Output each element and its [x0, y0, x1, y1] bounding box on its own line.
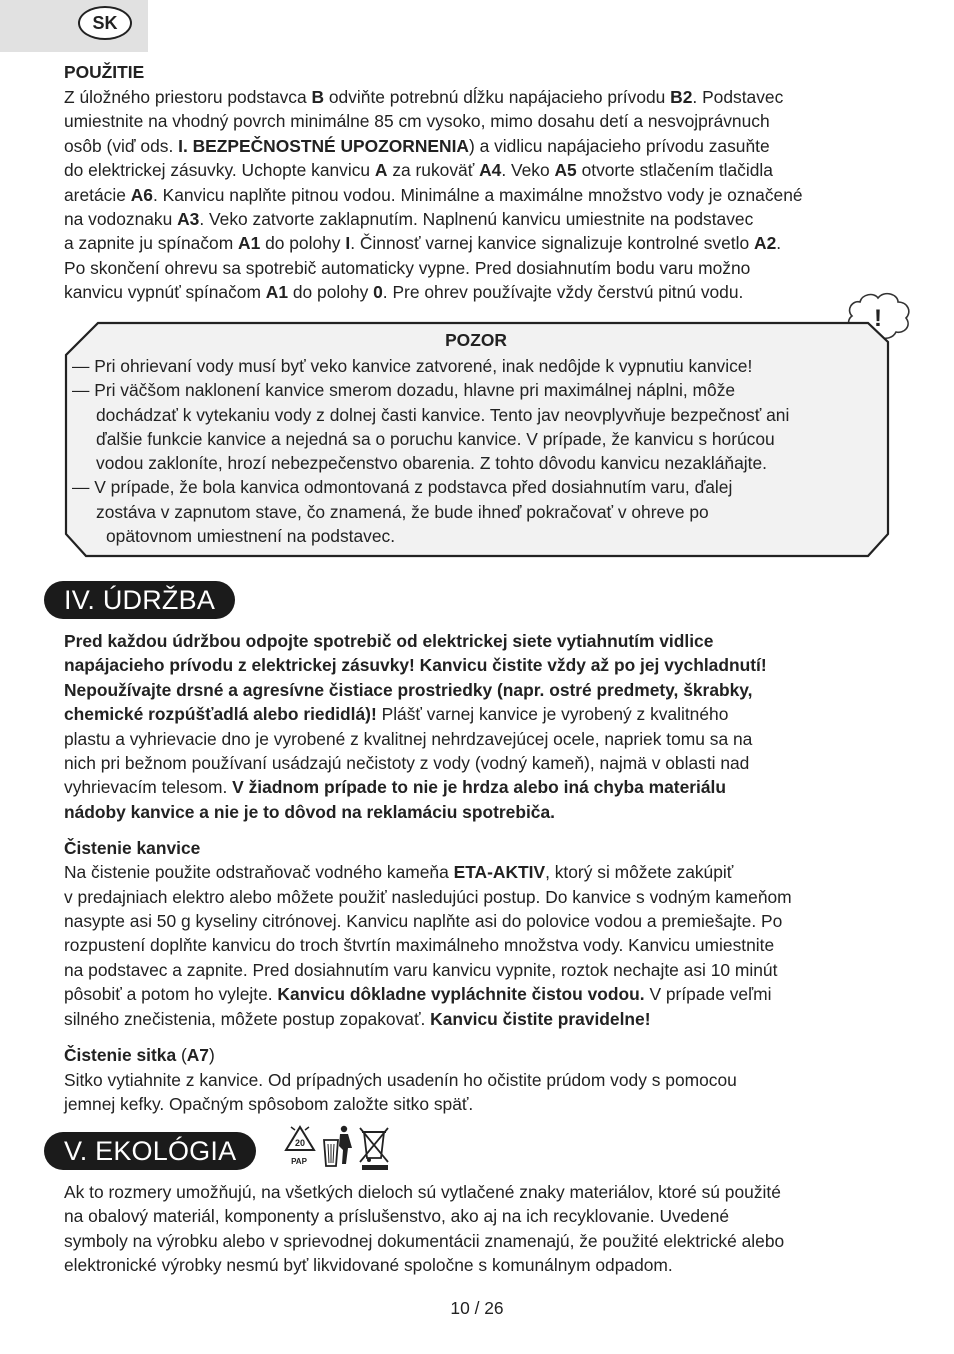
text-run: A4 [479, 160, 502, 181]
text-run: silného znečistenia, môžete postup zopakovať. [64, 1008, 431, 1029]
text-line [64, 702, 894, 726]
text-run: Na čistenie použite odstraňovač vodného kameňa [64, 862, 454, 883]
text-run: kanvicu vypnúť spínačom [64, 282, 266, 303]
text-line [64, 1229, 894, 1253]
text-run: plastu a vyhrievacie dno je vyrobené z kvalitnej nehrdzavejúcej ocele, napriek tomu sa na [64, 728, 753, 749]
text-run: . Veko [501, 160, 555, 181]
text-run: A [374, 160, 388, 181]
warning-lines [72, 354, 892, 548]
warning-line: zostáva v zapnutom stave, čo znamená, že bude ihneď pokračovať v ohreve po [96, 501, 709, 522]
text-run: Pred každou údržbou odpojte spotrebič od elektrickej siete vytiahnutím vidlice [64, 631, 714, 651]
text-run: 0 [373, 282, 383, 303]
text-line [64, 280, 894, 304]
text-run: pôsobiť a potom ho vylejte. [64, 984, 278, 1005]
text-line [64, 183, 894, 207]
text-line [64, 256, 894, 280]
text-run: . Veko zatvorte zaklapnutím. Naplnenú kanvicu umiestnite na podstavec [199, 209, 754, 230]
text-run: . Podstavec [692, 87, 784, 107]
text-line [64, 678, 894, 702]
language-badge: SK [78, 6, 132, 40]
text-run: A1 [265, 282, 289, 303]
warning-line: vodou zakloníte, hrozí nebezpečenstvo obarenia. Z tohto dôvodu kanvicu nezakláňajte. [96, 453, 767, 474]
section-title-maintenance: IV. ÚDRŽBA [44, 581, 235, 619]
text-run: Sitko vytiahnite z kanvice. Od prípadných usadenín ho očistite prúdom vody s pomocou [64, 1069, 737, 1090]
text-run: umiestnite na vhodný povrch minimálne 85 cm vysoko, mimo dosahu detí a nesvojprávnuch [64, 111, 770, 132]
text-line [64, 134, 894, 158]
text-run: nasypte asi 50 g kyseliny citrónovej. Kanvicu naplňte asi do polovice vodou a premiešajte. Po [64, 911, 783, 932]
text-run: chemické rozpúšťadlá alebo riedidlá)! [64, 704, 377, 725]
text-run: na vodoznaku [64, 209, 178, 230]
text-run: B [311, 87, 325, 107]
recycle-pap-20-icon [286, 1127, 314, 1166]
text-run: A2 [754, 233, 777, 254]
text-run: . Pre ohrev používajte vždy čerstvú pitnú vodu. [382, 282, 744, 303]
text-line [64, 727, 894, 751]
usage-section [64, 60, 894, 305]
text-run: V žiadnom prípade to nie je hrdza alebo iná chyba materiálu [232, 777, 726, 798]
text-run: elektronické výrobky nesmú byť likvidované spoločne s komunálnym odpadom. [64, 1255, 673, 1276]
text-run: , ktorý si môžete zakúpiť [545, 862, 734, 883]
text-run: na podstavec a zapnite. Pred dosiahnutím varu kanvicu vypnite, roztok nechajte asi 10 minút [64, 959, 778, 980]
recycle-code: 20 [294, 1138, 306, 1148]
text-run: do elektrickej zásuvky. Uchopte kanvicu [64, 160, 375, 181]
text-run: vyhrievacím telesom. [64, 777, 233, 798]
text-run: Ak to rozmery umožňujú, na všetkých dieloch sú vytlačené znaky materiálov, ktoré sú použité [64, 1182, 781, 1202]
text-run: jemnej kefky. Opačným spôsobom založte sitko späť. [64, 1093, 474, 1114]
text-run: I [345, 233, 351, 254]
cleaning-text [64, 860, 894, 1031]
text-run: ) a vidlicu napájacieho prívodu zasuňte [468, 135, 770, 156]
text-run: A3 [177, 209, 200, 230]
text-line [64, 1068, 894, 1092]
warning-box [62, 320, 890, 560]
text-run: otvorte stlačením tlačidla [576, 160, 773, 181]
text-run: ) [208, 1045, 215, 1066]
text-run: ( [176, 1045, 187, 1066]
text-run: a zapnite ju spínačom [64, 233, 239, 254]
warning-title: POZOR [445, 330, 507, 350]
cleaning-heading: Čistenie kanvice [64, 838, 201, 859]
crossed-out-bin-icon [360, 1128, 388, 1170]
text-run: Nepoužívajte drsné a agresívne čistiace prostriedky (napr. ostré predmety, škrabky, [64, 679, 753, 700]
text-line [64, 933, 894, 957]
strainer-heading [64, 1043, 894, 1067]
text-run: do polohy [288, 282, 374, 303]
ecology-text [64, 1180, 894, 1278]
text-line [64, 775, 894, 799]
text-run: rozpustení doplňte kanvicu do troch štvrtín maximálneho množstva vody. Kanvicu umiestnite [64, 935, 775, 956]
text-line [64, 751, 894, 775]
text-run: Plášť varnej kanvice je vyrobený z kvalitného [376, 704, 729, 725]
text-run: B2 [670, 87, 693, 107]
exclamation-text: ! [874, 305, 882, 332]
warning-line: — Pri ohrievaní vody musí byť veko kanvice zatvorené, inak nedôjde k vypnutiu kanvice! [72, 356, 753, 376]
text-run: Z úložného priestoru podstavca [64, 87, 312, 107]
text-line [64, 909, 894, 933]
text-run: aretácie [64, 184, 131, 205]
warning-line: dochádzať k vytekaniu vody z dolnej časti kanvice. Tento jav neovplyvňuje bezpečnosť ani [96, 404, 790, 425]
usage-text [64, 85, 894, 305]
strainer-text [64, 1068, 894, 1117]
text-run: nich pri bežnom používaní usádzajú nečistoty z vody (vodný kameň), najmä v oblasti nad [64, 753, 750, 774]
text-run: Čistenie sitka [64, 1045, 177, 1066]
text-line [64, 1204, 894, 1228]
text-line [64, 958, 894, 982]
text-run: A6 [130, 184, 153, 205]
tidy-man-bin-icon [324, 1126, 352, 1166]
text-line [64, 1253, 894, 1277]
maintenance-intro [64, 629, 894, 824]
text-line [64, 85, 894, 109]
text-line [64, 231, 894, 255]
text-line [64, 1007, 894, 1031]
text-run: nádoby kanvice a nie je to dôvod na reklamáciu spotrebiča. [64, 801, 555, 822]
text-run: v predajniach elektro alebo môžete použiť nasledujúci postup. Do kanvice s vodným kameňom [64, 886, 792, 907]
text-line [64, 109, 894, 133]
text-run: . Kanvicu naplňte pitnou vodou. Minimálne a maximálne množstvo vody je označené [152, 184, 803, 205]
page-number: 10 / 26 [450, 1298, 504, 1318]
text-run: Po skončení ohrevu sa spotrebič automaticky vypne. Pred dosiahnutím bodu varu možno [64, 257, 751, 278]
maintenance-section [64, 629, 894, 1116]
recycle-label: PAP [291, 1157, 307, 1166]
text-run: do polohy [260, 233, 346, 254]
text-run: na obalový materiál, komponenty a príslušenstvo, ako aj na ich recyklovanie. Uvedené [64, 1206, 730, 1227]
text-run: osôb (viď ods. [64, 135, 179, 156]
text-run: Kanvicu čistite pravidelne! [430, 1008, 651, 1029]
text-line [64, 885, 894, 909]
text-run: ETA-AKTIV [453, 862, 546, 883]
text-line [64, 158, 894, 182]
text-run: . [776, 233, 782, 254]
warning-line: opätovnom umiestnení na podstavec. [106, 526, 396, 547]
text-line [64, 207, 894, 231]
warning-line: — Pri väčšom naklonení kanvice smerom dozadu, hlavne pri maximálnej náplni, môže [72, 380, 736, 401]
usage-heading: POUŽITIE [64, 62, 145, 82]
eco-icons [282, 1124, 394, 1172]
text-line [64, 653, 894, 677]
text-run: Kanvicu dôkladne vypláchnite čistou vodou. [277, 984, 645, 1005]
text-run: za rukoväť [387, 160, 480, 181]
text-line [64, 629, 894, 653]
ecology-section [64, 1180, 894, 1278]
warning-line: ďalšie funkcie kanvice a nejedná sa o poruchu kanvice. V prípade, že kanvicu s horúcou [96, 428, 775, 449]
text-line [64, 1180, 894, 1204]
text-run: napájacieho prívodu z elektrickej zásuvky! Kanvicu čistite vždy až po jej vychladnutí! [64, 655, 767, 676]
text-line [64, 860, 894, 884]
warning-line: — V prípade, že bola kanvica odmontovaná z podstavca před dosiahnutím varu, ďalej [72, 477, 733, 498]
text-run: A1 [238, 233, 261, 254]
text-run: V prípade veľmi [644, 984, 772, 1005]
text-line [64, 800, 894, 824]
text-line [64, 982, 894, 1006]
section-title-ecology: V. EKOLÓGIA [44, 1132, 256, 1170]
text-run: A7 [186, 1045, 209, 1066]
text-run: symboly na výrobku alebo v sprievodnej dokumentácii znamenajú, že použité elektrické alebo [64, 1230, 785, 1251]
text-run: A5 [554, 160, 577, 181]
text-line [64, 1092, 894, 1116]
text-run: I. BEZPEČNOSTNÉ UPOZORNENIA [178, 135, 469, 156]
language-tab [0, 0, 148, 52]
text-run: odviňte potrebnú dĺžku napájacieho prívodu [324, 87, 671, 107]
text-run: . Činnosť varnej kanvice signalizuje kontrolné svetlo [350, 233, 755, 254]
